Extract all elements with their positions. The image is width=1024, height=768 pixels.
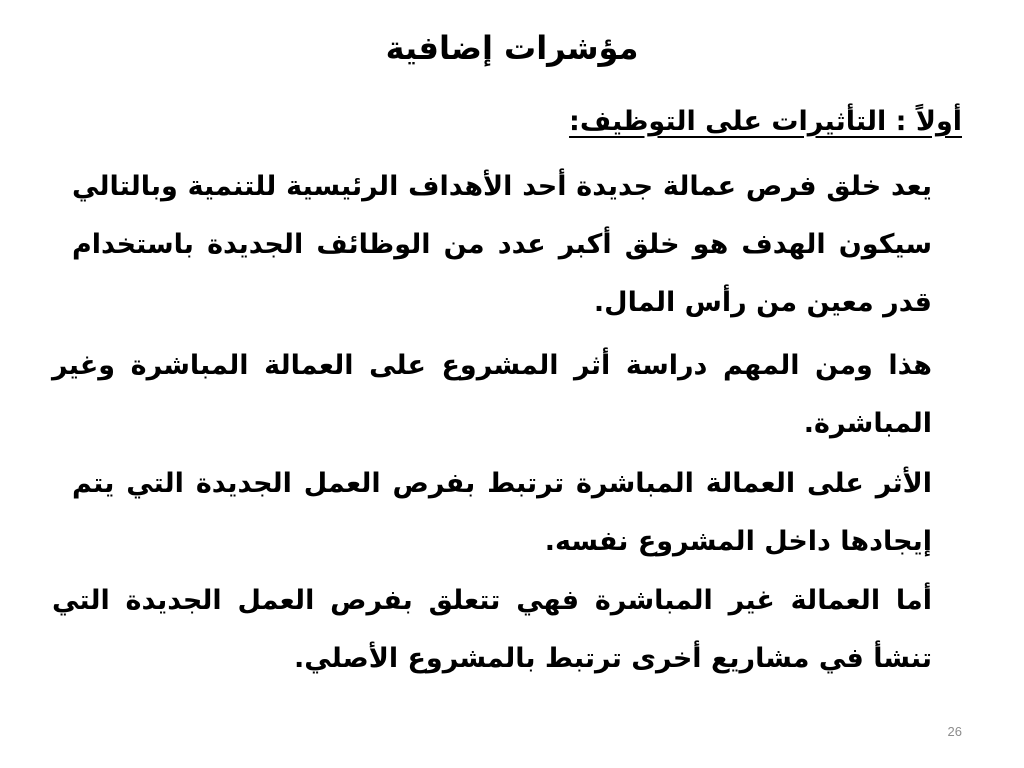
paragraph-employment-goal: يعد خلق فرص عمالة جديدة أحد الأهداف الرئيسية للتنمية وبالتالي سيكون الهدف هو خلق أكبر عدد من الوظائف الجديدة باستخدام قدر معين من رأس المال. bbox=[72, 171, 932, 318]
paragraph-indirect-employment: أما العمالة غير المباشرة فهي تتعلق بفرص العمل الجديدة التي تنشأ في مشاريع أخرى ترتبط بالمشروع الأصلي. bbox=[52, 585, 932, 674]
section-heading: أولاً : التأثيرات على التوظيف: bbox=[569, 106, 962, 137]
paragraph-direct-employment: الأثر على العمالة المباشرة ترتبط بفرص العمل الجديدة التي يتم إيجادها داخل المشروع نفسه. bbox=[72, 468, 932, 557]
paragraph-direct-indirect-impact: هذا ومن المهم دراسة أثر المشروع على العمالة المباشرة وغير المباشرة. bbox=[52, 350, 932, 439]
slide-title: مؤشرات إضافية bbox=[385, 29, 639, 67]
page-number: 26 bbox=[947, 724, 962, 739]
